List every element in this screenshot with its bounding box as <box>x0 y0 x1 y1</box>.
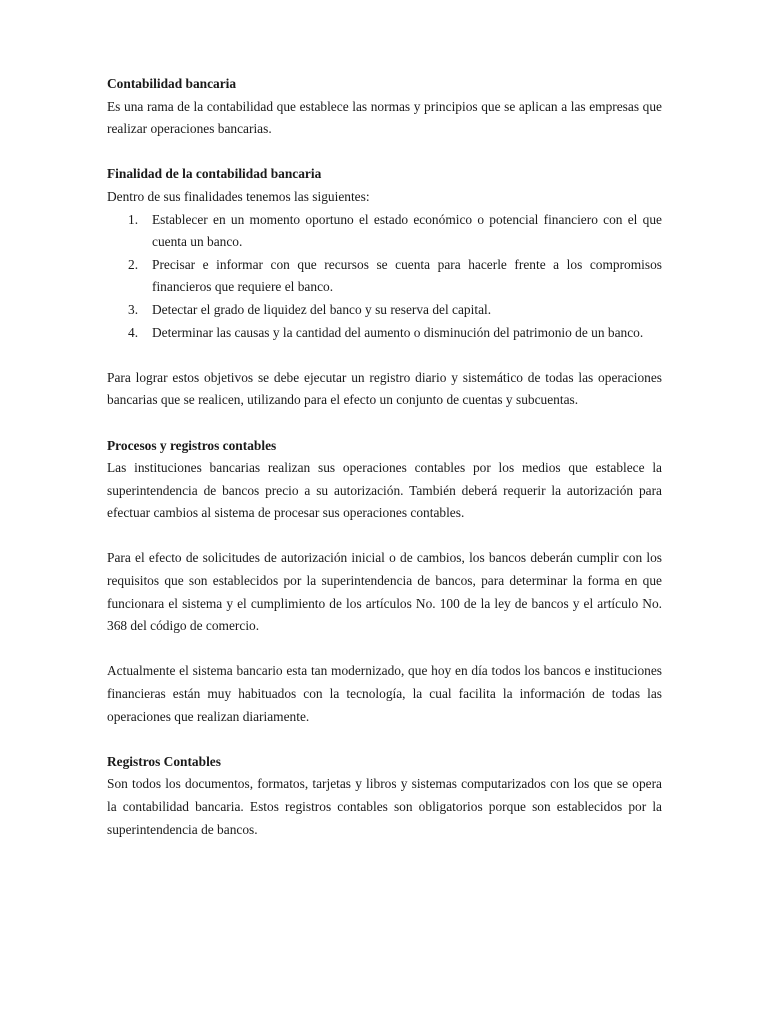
list-item <box>107 254 662 299</box>
list-item-text: Precisar e informar con que recursos se cuenta para hacerle frente a los compromisos financieros que requiere el banco. <box>152 256 662 295</box>
heading-registros-contables: Registros Contables <box>107 753 221 769</box>
spacer <box>107 141 662 164</box>
list-number: 4. <box>128 324 139 340</box>
heading-procesos: Procesos y registros contables <box>107 437 277 453</box>
list-number: 3. <box>128 301 139 317</box>
paragraph-definition: Es una rama de la contabilidad que establece las normas y principios que se aplican a las empresas que realizar operaciones bancarias. <box>107 98 662 137</box>
paragraph-procesos-1: Las instituciones bancarias realizan sus operaciones contables por los medios que establece la superintendencia de bancos precio a su autorización. También deberá requerir la autorización para efectuar cambios al sistema de procesar sus operaciones contables. <box>107 460 662 521</box>
list-item <box>107 322 662 345</box>
list-item-text: Determinar las causas y la cantidad del aumento o disminución del patrimonio de un banco. <box>152 324 644 340</box>
heading-contabilidad-bancaria: Contabilidad bancaria <box>107 76 237 91</box>
spacer <box>107 728 662 751</box>
spacer <box>107 525 662 548</box>
list-item <box>107 209 662 254</box>
list-item-text: Detectar el grado de liquidez del banco y su reserva del capital. <box>152 301 492 317</box>
document-page <box>107 73 662 841</box>
list-item <box>107 299 662 322</box>
spacer <box>107 412 662 435</box>
paragraph-finalidad-closing: Para lograr estos objetivos se debe ejecutar un registro diario y sistemático de todas las operaciones bancarias que se realicen, utilizando para el efecto un conjunto de cuentas y subcuentas. <box>107 369 662 408</box>
paragraph-finalidad-intro: Dentro de sus finalidades tenemos las siguientes: <box>107 188 370 204</box>
paragraph-procesos-3: Actualmente el sistema bancario esta tan modernizado, que hoy en día todos los bancos e instituciones financieras están muy habituados con la tecnología, la cual facilita la información de todas las operaciones que realizan diariamente. <box>107 663 662 724</box>
spacer <box>107 638 662 661</box>
list-number: 2. <box>128 256 139 272</box>
paragraph-registros: Son todos los documentos, formatos, tarjetas y libros y sistemas computarizados con los que se opera la contabilidad bancaria. Estos registros contables son obligatorios porque son establecidos por la superintendencia de bancos. <box>107 776 662 837</box>
list-number: 1. <box>128 211 139 227</box>
heading-finalidad: Finalidad de la contabilidad bancaria <box>107 166 322 182</box>
paragraph-procesos-2: Para el efecto de solicitudes de autorización inicial o de cambios, los bancos deberán cumplir con los requisitos que son establecidos por la superintendencia de bancos, para determinar la forma en que funcionara el sistema y el cumplimiento de los artículos No. 100 de la ley de bancos y el artículo No. 368 del código de comercio. <box>107 550 662 634</box>
spacer <box>107 344 662 367</box>
finalidad-list <box>107 209 662 345</box>
list-item-text: Establecer en un momento oportuno el estado económico o potencial financiero con el que cuenta un banco. <box>152 211 662 250</box>
